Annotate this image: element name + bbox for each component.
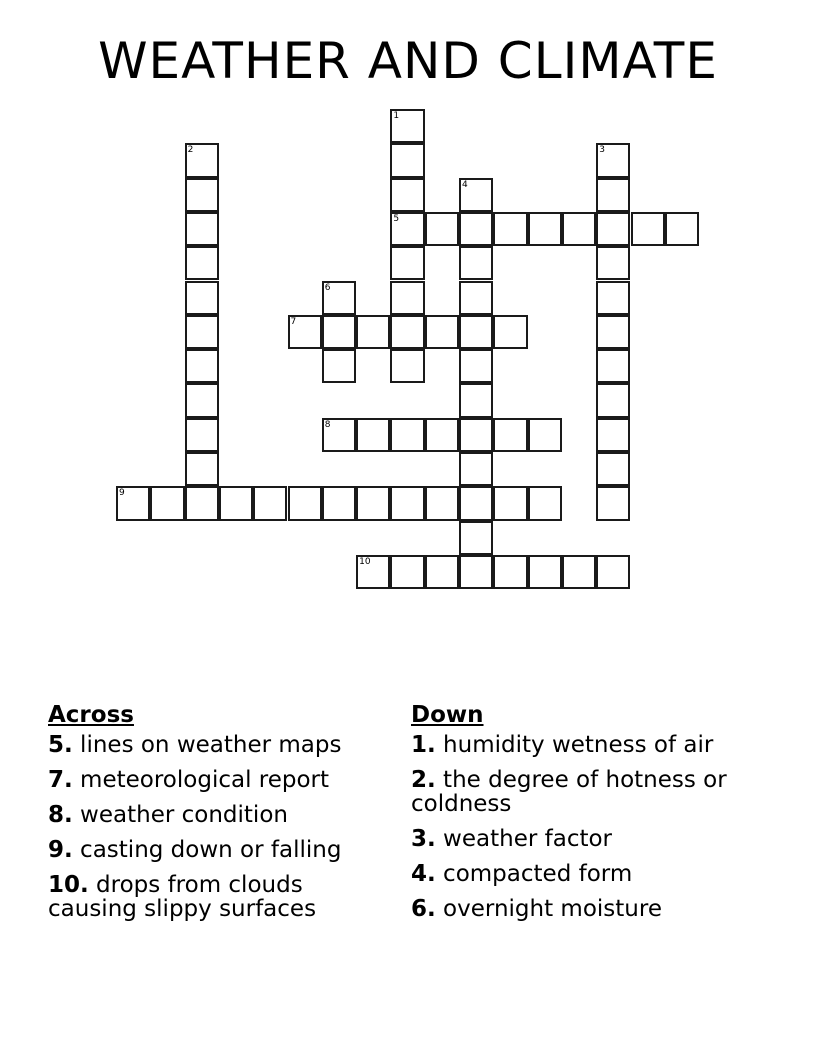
grid-cell[interactable] — [459, 418, 493, 452]
clue-number: 3 — [599, 145, 605, 156]
grid-cell[interactable] — [322, 315, 356, 349]
grid-cell[interactable] — [288, 315, 322, 349]
grid-cell[interactable] — [562, 212, 596, 246]
grid-cell[interactable] — [185, 418, 219, 452]
grid-cell[interactable] — [596, 246, 630, 280]
grid-cell[interactable] — [425, 486, 459, 520]
grid-cell[interactable] — [596, 143, 630, 177]
grid-cell[interactable] — [390, 486, 424, 520]
clue-number: 1 — [393, 111, 400, 121]
clue-number: 10 — [359, 556, 371, 567]
grid-cell[interactable] — [596, 281, 630, 315]
clue-down-6: 6. overnight moisture — [411, 896, 662, 922]
grid-cell[interactable] — [493, 212, 527, 246]
grid-cell[interactable] — [185, 315, 219, 349]
clue-down-2: 2. the degree of hotness or coldness — [411, 767, 727, 817]
crossword-grid — [117, 110, 717, 610]
grid-cell[interactable] — [185, 281, 219, 315]
grid-cell[interactable] — [459, 315, 493, 349]
grid-cell[interactable] — [631, 212, 665, 246]
clue-number: 8 — [324, 419, 331, 430]
grid-cell[interactable] — [390, 281, 424, 315]
grid-cell[interactable] — [596, 418, 630, 452]
grid-cell[interactable] — [665, 212, 699, 246]
grid-cell[interactable] — [322, 349, 356, 383]
grid-cell[interactable] — [390, 418, 424, 452]
clue-number: 7 — [290, 316, 297, 327]
grid-cell[interactable] — [459, 178, 493, 212]
grid-cell[interactable] — [185, 452, 219, 486]
grid-cell[interactable] — [596, 383, 630, 417]
grid-cell[interactable] — [493, 486, 527, 520]
clue-across-7: 7. meteorological report — [48, 767, 330, 793]
clue-down-3: 3. weather factor — [411, 826, 613, 852]
grid-cell[interactable] — [390, 555, 424, 589]
grid-cell[interactable] — [356, 315, 390, 349]
grid-cell[interactable] — [459, 452, 493, 486]
grid-cell[interactable] — [493, 418, 527, 452]
grid-cell[interactable] — [390, 212, 424, 246]
grid-cell[interactable] — [390, 315, 424, 349]
grid-cell[interactable] — [459, 555, 493, 589]
grid-cell[interactable] — [459, 212, 493, 246]
clue-down-4: 4. compacted form — [411, 861, 633, 887]
grid-cell[interactable] — [425, 418, 459, 452]
grid-cell[interactable] — [322, 281, 356, 315]
grid-cell[interactable] — [185, 349, 219, 383]
clue-across-9: 9. casting down or falling — [48, 837, 342, 863]
clue-number: 2 — [187, 145, 194, 156]
grid-cell[interactable] — [528, 212, 562, 246]
grid-cell[interactable] — [185, 212, 219, 246]
grid-cell[interactable] — [562, 555, 596, 589]
grid-cell[interactable] — [596, 212, 630, 246]
clue-across-10: 10. drops from clouds causing slippy surfaces — [48, 872, 317, 922]
grid-cell[interactable] — [493, 315, 527, 349]
grid-cell[interactable] — [185, 383, 219, 417]
grid-cell[interactable] — [356, 555, 390, 589]
grid-cell[interactable] — [425, 555, 459, 589]
grid-cell[interactable] — [459, 349, 493, 383]
grid-cell[interactable] — [596, 555, 630, 589]
grid-cell[interactable] — [425, 315, 459, 349]
clue-number: 9 — [119, 488, 125, 499]
grid-cell[interactable] — [596, 349, 630, 383]
grid-cell[interactable] — [322, 418, 356, 452]
grid-cell[interactable] — [459, 383, 493, 417]
grid-cell[interactable] — [185, 486, 219, 520]
clue-number: 4 — [462, 179, 468, 190]
grid-cell[interactable] — [150, 486, 184, 520]
across-clues — [48, 704, 398, 932]
grid-cell[interactable] — [116, 486, 150, 520]
grid-cell[interactable] — [459, 281, 493, 315]
across-heading: Across — [48, 702, 134, 728]
grid-cell[interactable] — [390, 349, 424, 383]
grid-cell[interactable] — [528, 555, 562, 589]
grid-cell[interactable] — [459, 521, 493, 555]
grid-cell[interactable] — [356, 486, 390, 520]
clue-number: 5 — [393, 213, 400, 224]
grid-cell[interactable] — [390, 246, 424, 280]
grid-cell[interactable] — [356, 418, 390, 452]
grid-cell[interactable] — [253, 486, 287, 520]
grid-cell[interactable] — [596, 486, 630, 520]
grid-cell[interactable] — [185, 246, 219, 280]
grid-cell[interactable] — [493, 555, 527, 589]
grid-cell[interactable] — [528, 486, 562, 520]
grid-cell[interactable] — [390, 178, 424, 212]
grid-cell[interactable] — [528, 418, 562, 452]
grid-cell[interactable] — [596, 452, 630, 486]
grid-cell[interactable] — [425, 212, 459, 246]
grid-cell[interactable] — [596, 178, 630, 212]
clue-across-5: 5. lines on weather maps — [48, 732, 342, 758]
grid-cell[interactable] — [390, 143, 424, 177]
grid-cell[interactable] — [219, 486, 253, 520]
grid-cell[interactable] — [185, 178, 219, 212]
grid-cell[interactable] — [390, 109, 424, 143]
grid-cell[interactable] — [185, 143, 219, 177]
clue-number: 6 — [324, 282, 331, 293]
down-clues — [411, 704, 781, 932]
grid-cell[interactable] — [288, 486, 322, 520]
grid-cell[interactable] — [459, 486, 493, 520]
down-heading: Down — [411, 702, 484, 728]
grid-cell[interactable] — [596, 315, 630, 349]
puzzle-title: WEATHER AND CLIMATE — [98, 32, 718, 90]
grid-cell[interactable] — [459, 246, 493, 280]
clue-down-1: 1. humidity wetness of air — [411, 732, 714, 758]
grid-cell[interactable] — [322, 486, 356, 520]
clue-across-8: 8. weather condition — [48, 802, 288, 828]
